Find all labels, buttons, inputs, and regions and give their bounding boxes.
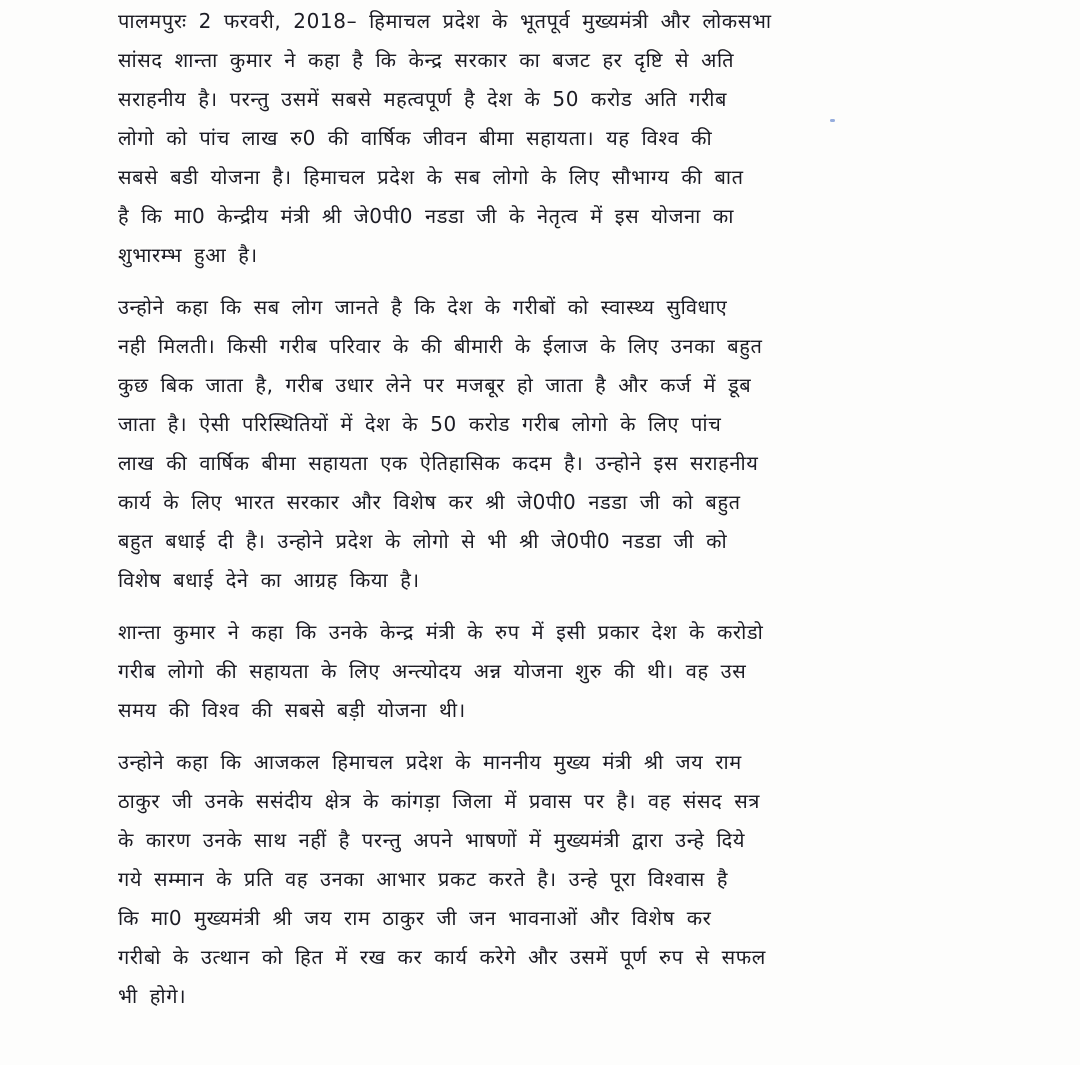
text-line: शान्ता कुमार ने कहा कि उनके केन्द्र मंत्री के रुप में इसी प्रकार देश के करोडो	[118, 620, 764, 644]
text-line: सांसद शान्ता कुमार ने कहा है कि केन्द्र सरकार का बजट हर दृष्टि से अति	[118, 48, 735, 72]
document-body	[118, 2, 970, 1016]
text-line: जाता है। ऐसी परिस्थितियों में देश के 50 करोड गरीब लोगो के लिए पांच	[118, 412, 722, 436]
paragraph-budget-praise	[118, 2, 970, 275]
text-line: उन्होने कहा कि सब लोग जानते है कि देश के गरीबों को स्वास्थ्य सुविधाए	[118, 295, 728, 319]
paragraph-chief-minister	[118, 743, 970, 1016]
text-line: गरीब लोगो की सहायता के लिए अन्त्योदय अन्न योजना शुरु की थी। वह उस	[118, 659, 747, 683]
text-line: कार्य के लिए भारत सरकार और विशेष कर श्री जे0पी0 नडडा जी को बहुत	[118, 490, 741, 514]
text-line: भी होगे।	[118, 984, 187, 1008]
text-line: लोगो को पांच लाख रु0 की वार्षिक जीवन बीमा सहायता। यह विश्व की	[118, 126, 713, 150]
text-line: समय की विश्व की सबसे बड़ी योजना थी।	[118, 698, 466, 722]
text-line: कुछ बिक जाता है, गरीब उधार लेने पर मजबूर हो जाता है और कर्ज में डूब	[118, 373, 752, 397]
text-line: लाख की वार्षिक बीमा सहायता एक ऐतिहासिक कदम है। उन्होने इस सराहनीय	[118, 451, 759, 475]
text-line: नही मिलती। किसी गरीब परिवार के की बीमारी के ईलाज के लिए उनका बहुत	[118, 334, 763, 358]
text-line: कि मा0 मुख्यमंत्री श्री जय राम ठाकुर जी जन भावनाओं और विशेष कर	[118, 906, 712, 930]
text-line: गरीबो के उत्थान को हित में रख कर कार्य करेगे और उसमें पूर्ण रुप से सफल	[118, 945, 766, 969]
text-line: के कारण उनके साथ नहीं है परन्तु अपने भाषणों में मुख्यमंत्री द्वारा उन्हे दिये	[118, 828, 746, 852]
text-line: विशेष बधाई देने का आग्रह किया है।	[118, 568, 420, 592]
paragraph-antyodaya	[118, 613, 970, 730]
text-line: गये सम्मान के प्रति वह उनका आभार प्रकट करते है। उन्हे पूरा विश्वास है	[118, 867, 729, 891]
text-line: पालमपुरः 2 फरवरी, 2018– हिमाचल प्रदेश के भूतपूर्व मुख्यमंत्री और लोकसभा	[118, 9, 772, 33]
text-line: उन्होने कहा कि आजकल हिमाचल प्रदेश के माननीय मुख्य मंत्री श्री जय राम	[118, 750, 742, 774]
paragraph-health-insurance	[118, 288, 970, 600]
text-line: शुभारम्भ हुआ है।	[118, 243, 258, 267]
text-line: है कि मा0 केन्द्रीय मंत्री श्री जे0पी0 नडडा जी के नेतृत्व में इस योजना का	[118, 204, 735, 228]
text-line: बहुत बधाई दी है। उन्होने प्रदेश के लोगो से भी श्री जे0पी0 नडडा जी को	[118, 529, 728, 553]
text-line: सराहनीय है। परन्तु उसमें सबसे महत्वपूर्ण है देश के 50 करोड अति गरीब	[118, 87, 728, 111]
text-line: सबसे बडी योजना है। हिमाचल प्रदेश के सब लोगो के लिए सौभाग्य की बात	[118, 165, 744, 189]
text-line: ठाकुर जी उनके ससंदीय क्षेत्र के कांगड़ा जिला में प्रवास पर है। वह संसद सत्र	[118, 789, 761, 813]
